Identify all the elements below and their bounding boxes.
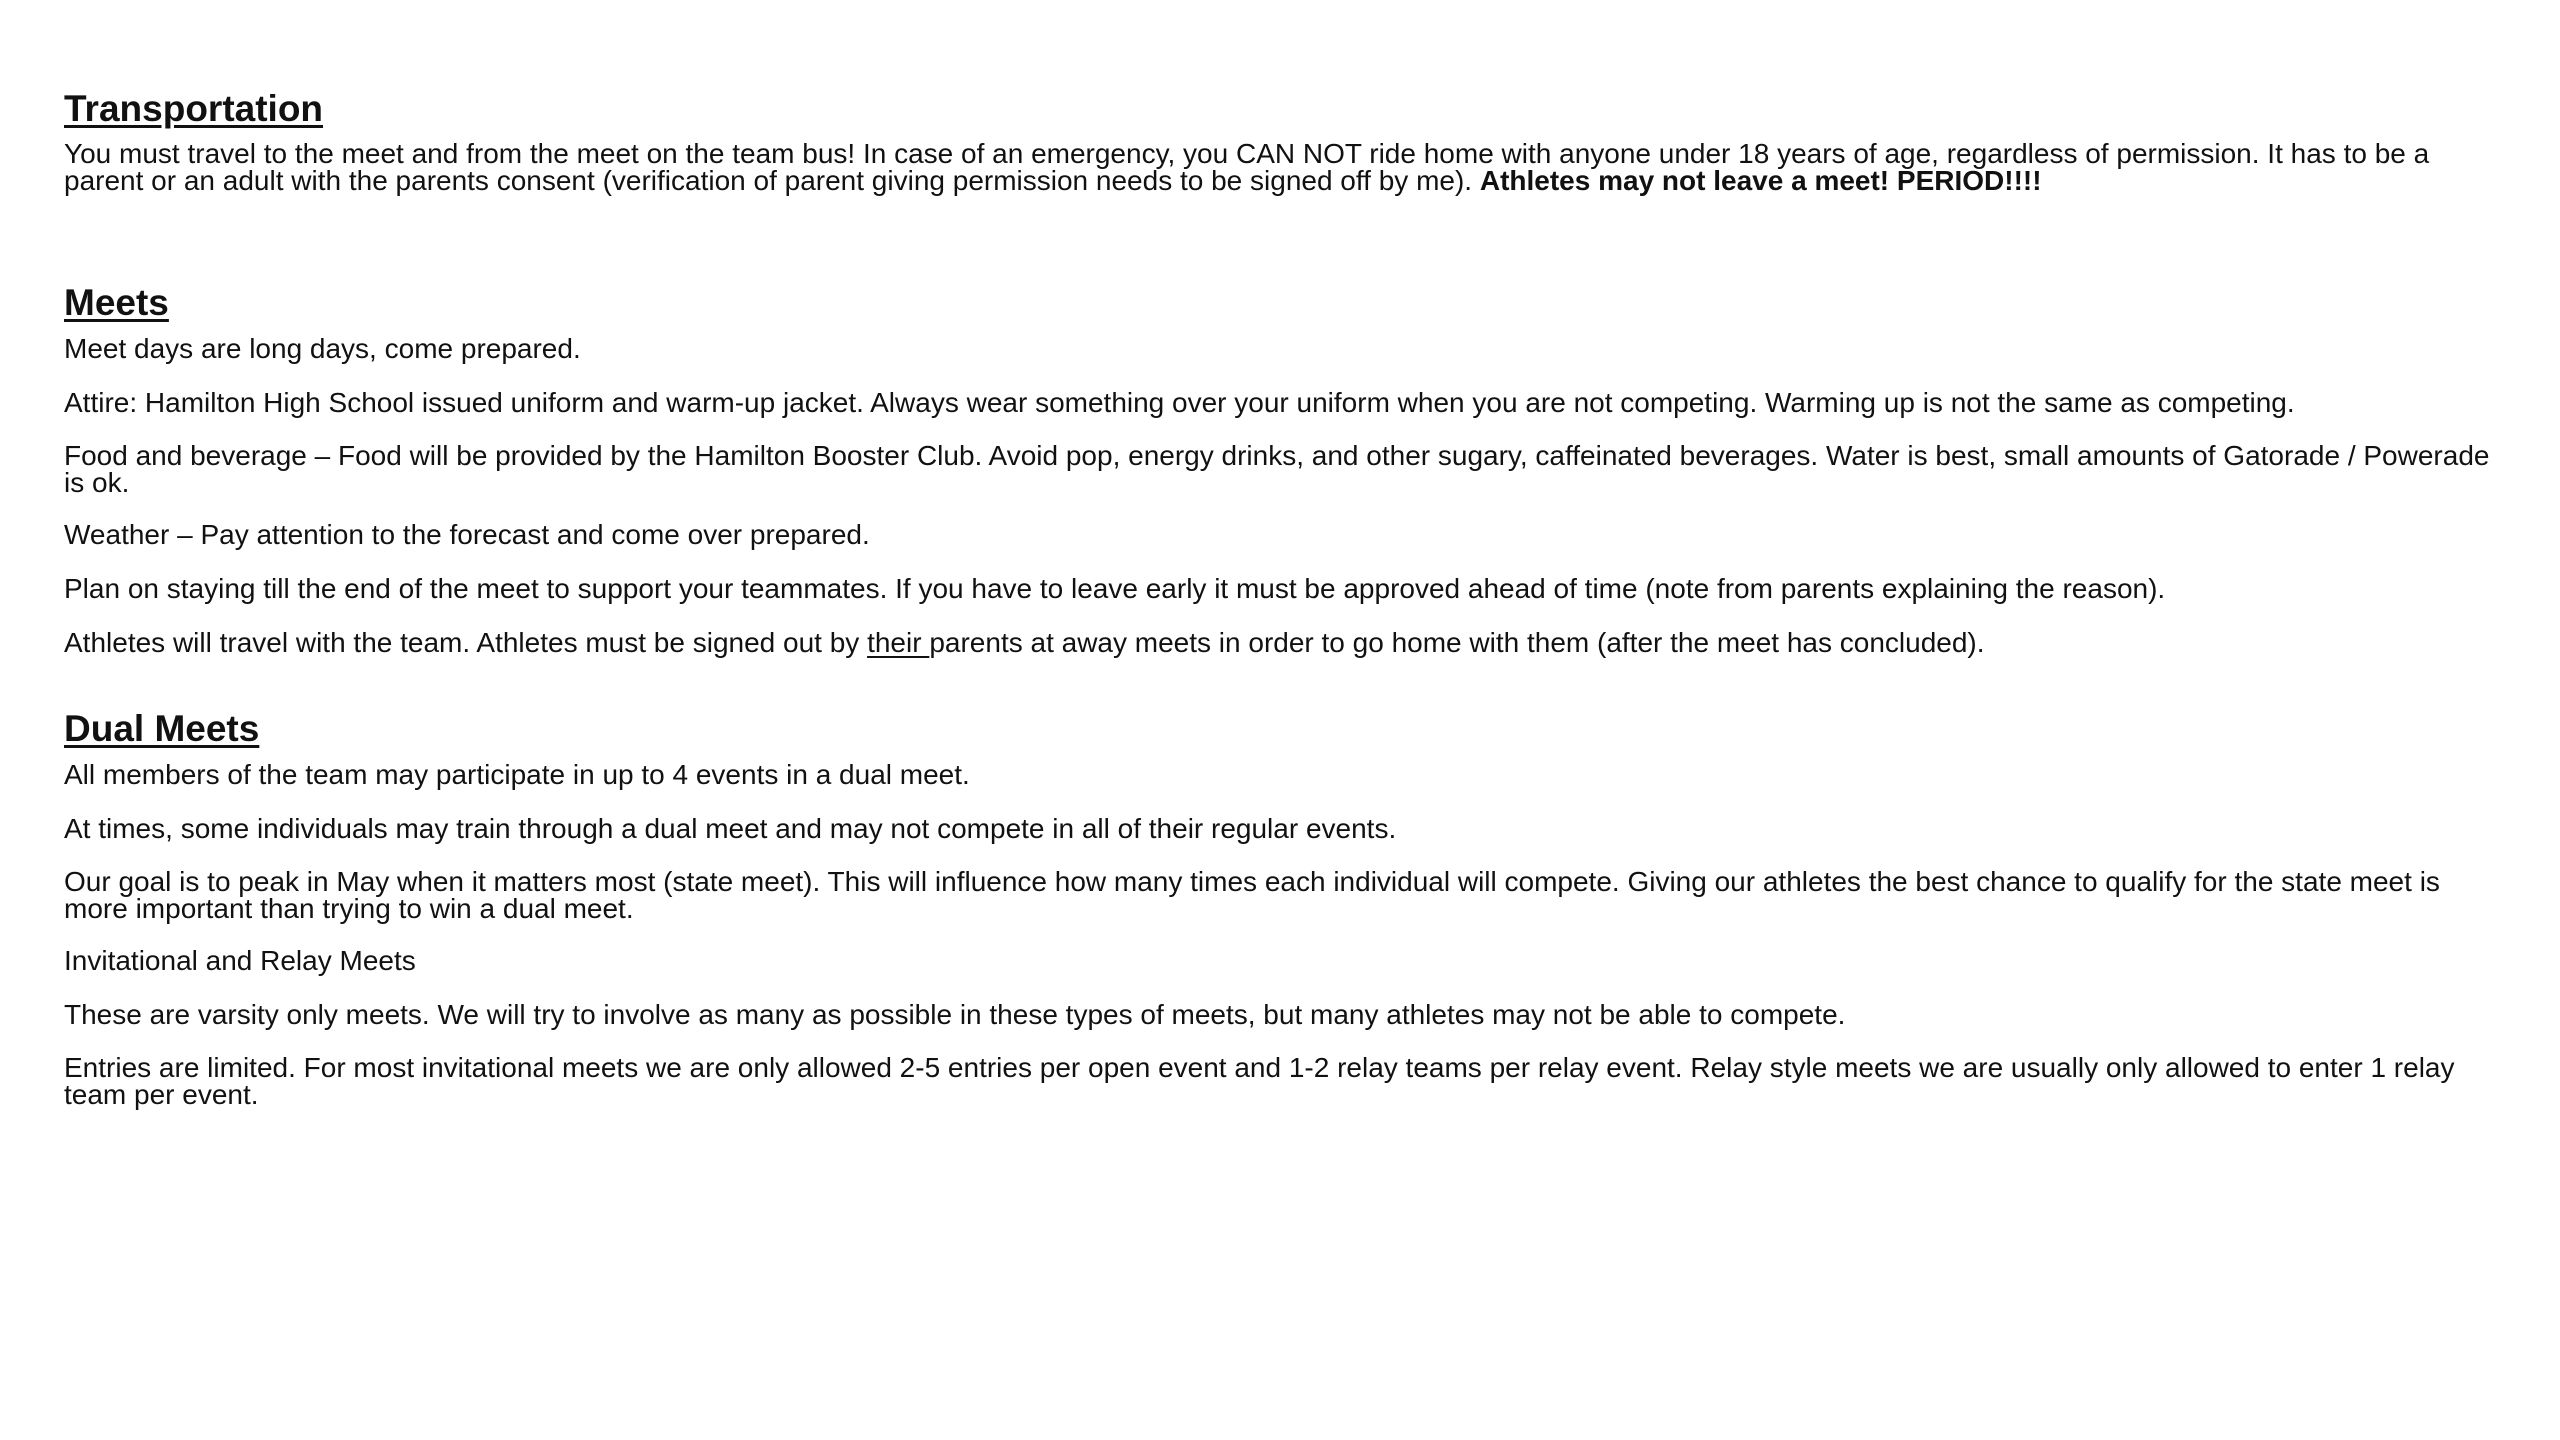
- dual-meets-paragraph-6: Entries are limited. For most invitational meets we are only allowed 2-5 entries per open event and 1-2 relay teams per relay event. Relay style meets we are usually only allowed to enter 1 relay team per event.: [64, 1052, 2455, 1110]
- dual-meets-heading: Dual Meets: [64, 708, 260, 749]
- transportation-heading: Transportation: [64, 88, 324, 129]
- meets-paragraph-5: Plan on staying till the end of the meet to support your teammates. If you have to leave early it must be approved ahead of time (note from parents explaining the reason).: [64, 573, 2166, 604]
- transportation-bold-warning: Athletes may not leave a meet! PERIOD!!!!: [1479, 165, 2042, 196]
- meets-p6-text-before: Athletes will travel with the team. Athletes must be signed out by: [64, 627, 868, 658]
- meets-section: [64, 282, 2504, 658]
- document-page: [64, 88, 2504, 1132]
- transportation-section: [64, 88, 2504, 194]
- meets-p6-underlined-word: their: [867, 627, 930, 658]
- dual-meets-paragraph-3: Our goal is to peak in May when it matters most (state meet). This will influence how many times each individual will compete. Giving our athletes the best chance to qualify for the state meet is more important than trying to win a dual meet.: [64, 866, 2440, 924]
- dual-meets-paragraph-1: All members of the team may participate in up to 4 events in a dual meet.: [64, 759, 970, 790]
- dual-meets-section: [64, 708, 2504, 1108]
- invitational-relay-subheading: Invitational and Relay Meets: [64, 945, 416, 976]
- dual-meets-paragraph-5: These are varsity only meets. We will try to involve as many as possible in these types of meets, but many athletes may not be able to compete.: [64, 999, 1846, 1030]
- meets-paragraph-2: Attire: Hamilton High School issued uniform and warm-up jacket. Always wear something over your uniform when you are not competing. Warming up is not the same as competing.: [64, 387, 2295, 418]
- meets-paragraph-1: Meet days are long days, come prepared.: [64, 333, 581, 364]
- meets-heading: Meets: [64, 282, 169, 323]
- meets-paragraph-4: Weather – Pay attention to the forecast and come over prepared.: [64, 519, 870, 550]
- meets-paragraph-3: Food and beverage – Food will be provided by the Hamilton Booster Club. Avoid pop, energy drinks, and other sugary, caffeinated beverages. Water is best, small amounts of Gatorade / Powerade is ok.: [64, 440, 2490, 498]
- meets-p6-text-after: parents at away meets in order to go home with them (after the meet has concluded).: [929, 627, 1985, 658]
- dual-meets-paragraph-2: At times, some individuals may train through a dual meet and may not compete in all of their regular events.: [64, 813, 1397, 844]
- transportation-paragraph: [64, 140, 2504, 194]
- meets-paragraph-6: [64, 628, 2504, 658]
- transportation-body-text: You must travel to the meet and from the meet on the team bus! In case of an emergency, you CAN NOT ride home with anyone under 18 years of age, regardless of permission. It has to be a parent or an adult with the parents consent (verification of parent giving permission needs to be signed off by me).: [64, 138, 2430, 196]
